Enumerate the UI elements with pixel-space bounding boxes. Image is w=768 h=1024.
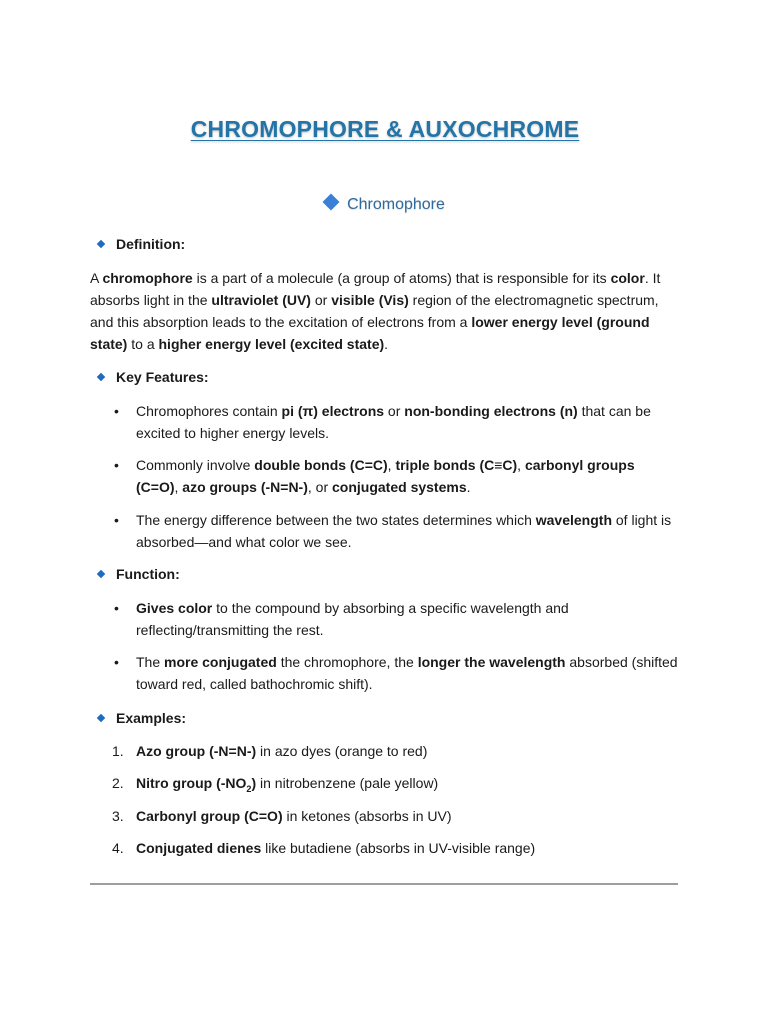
- diamond-bullet-icon: [97, 373, 105, 381]
- list-item: • Gives color to the compound by absorbing a specific wavelength and reflecting/transmitting the rest.: [114, 600, 569, 638]
- examples-list-4: [90, 837, 680, 859]
- function-heading: Function:: [90, 566, 180, 582]
- key-features-list-2: [90, 454, 680, 498]
- list-item: 3. Carbonyl group (C=O) in ketones (absorbs in UV): [112, 808, 452, 824]
- subtitle-text: Chromophore: [347, 196, 445, 213]
- diamond-bullet-icon: [97, 240, 105, 248]
- key-features-heading: Key Features:: [90, 369, 209, 385]
- horizontal-divider: [90, 883, 678, 885]
- list-item: • The more conjugated the chromophore, the longer the wavelength absorbed (shifted toward red, called bathochromic shift).: [114, 654, 678, 692]
- examples-list-3: [90, 805, 680, 827]
- page-title: CHROMOPHORE & AUXOCHROME: [190, 116, 580, 142]
- definition-paragraph: A chromophore is a part of a molecule (a group of atoms) that is responsible for its color. It absorbs light in the ultraviolet (UV) or visible (Vis) region of the electromagnetic spectrum, and this absorption leads to the excitation of electrons from a lower energy level (ground state) to a higher energy level (excited state).: [90, 270, 661, 352]
- list-item: 1. Azo group (-N=N-) in azo dyes (orange to red): [112, 743, 428, 759]
- list-item: 4. Conjugated dienes like butadiene (absorbs in UV-visible range): [112, 840, 536, 856]
- diamond-bullet-icon: [97, 570, 105, 578]
- list-item: • Chromophores contain pi (π) electrons or non-bonding electrons (n) that can be excited to higher energy levels.: [114, 403, 651, 441]
- diamond-bullet-icon: [97, 714, 105, 722]
- section-subtitle: [90, 196, 680, 214]
- examples-heading: Examples:: [90, 710, 186, 726]
- function-list-2: [90, 651, 680, 695]
- list-item: 2. Nitro group $(-NO_2)$ in nitrobenzene (pale yellow): [112, 775, 439, 794]
- key-features-list: [90, 400, 680, 444]
- key-features-list-3: [90, 509, 680, 553]
- list-item: • Commonly involve double bonds (C=C), triple bonds (C≡C), carbonyl groups (C=O), azo groups (-N=N-), or conjugated systems.: [114, 457, 635, 495]
- function-list: [90, 597, 680, 641]
- diamond-icon: [323, 194, 340, 211]
- examples-list-2: [90, 772, 680, 800]
- list-item: • The energy difference between the two states determines which wavelength of light is absorbed—and what color we see.: [114, 512, 672, 550]
- examples-list: [90, 740, 680, 762]
- definition-heading: Definition:: [90, 236, 185, 252]
